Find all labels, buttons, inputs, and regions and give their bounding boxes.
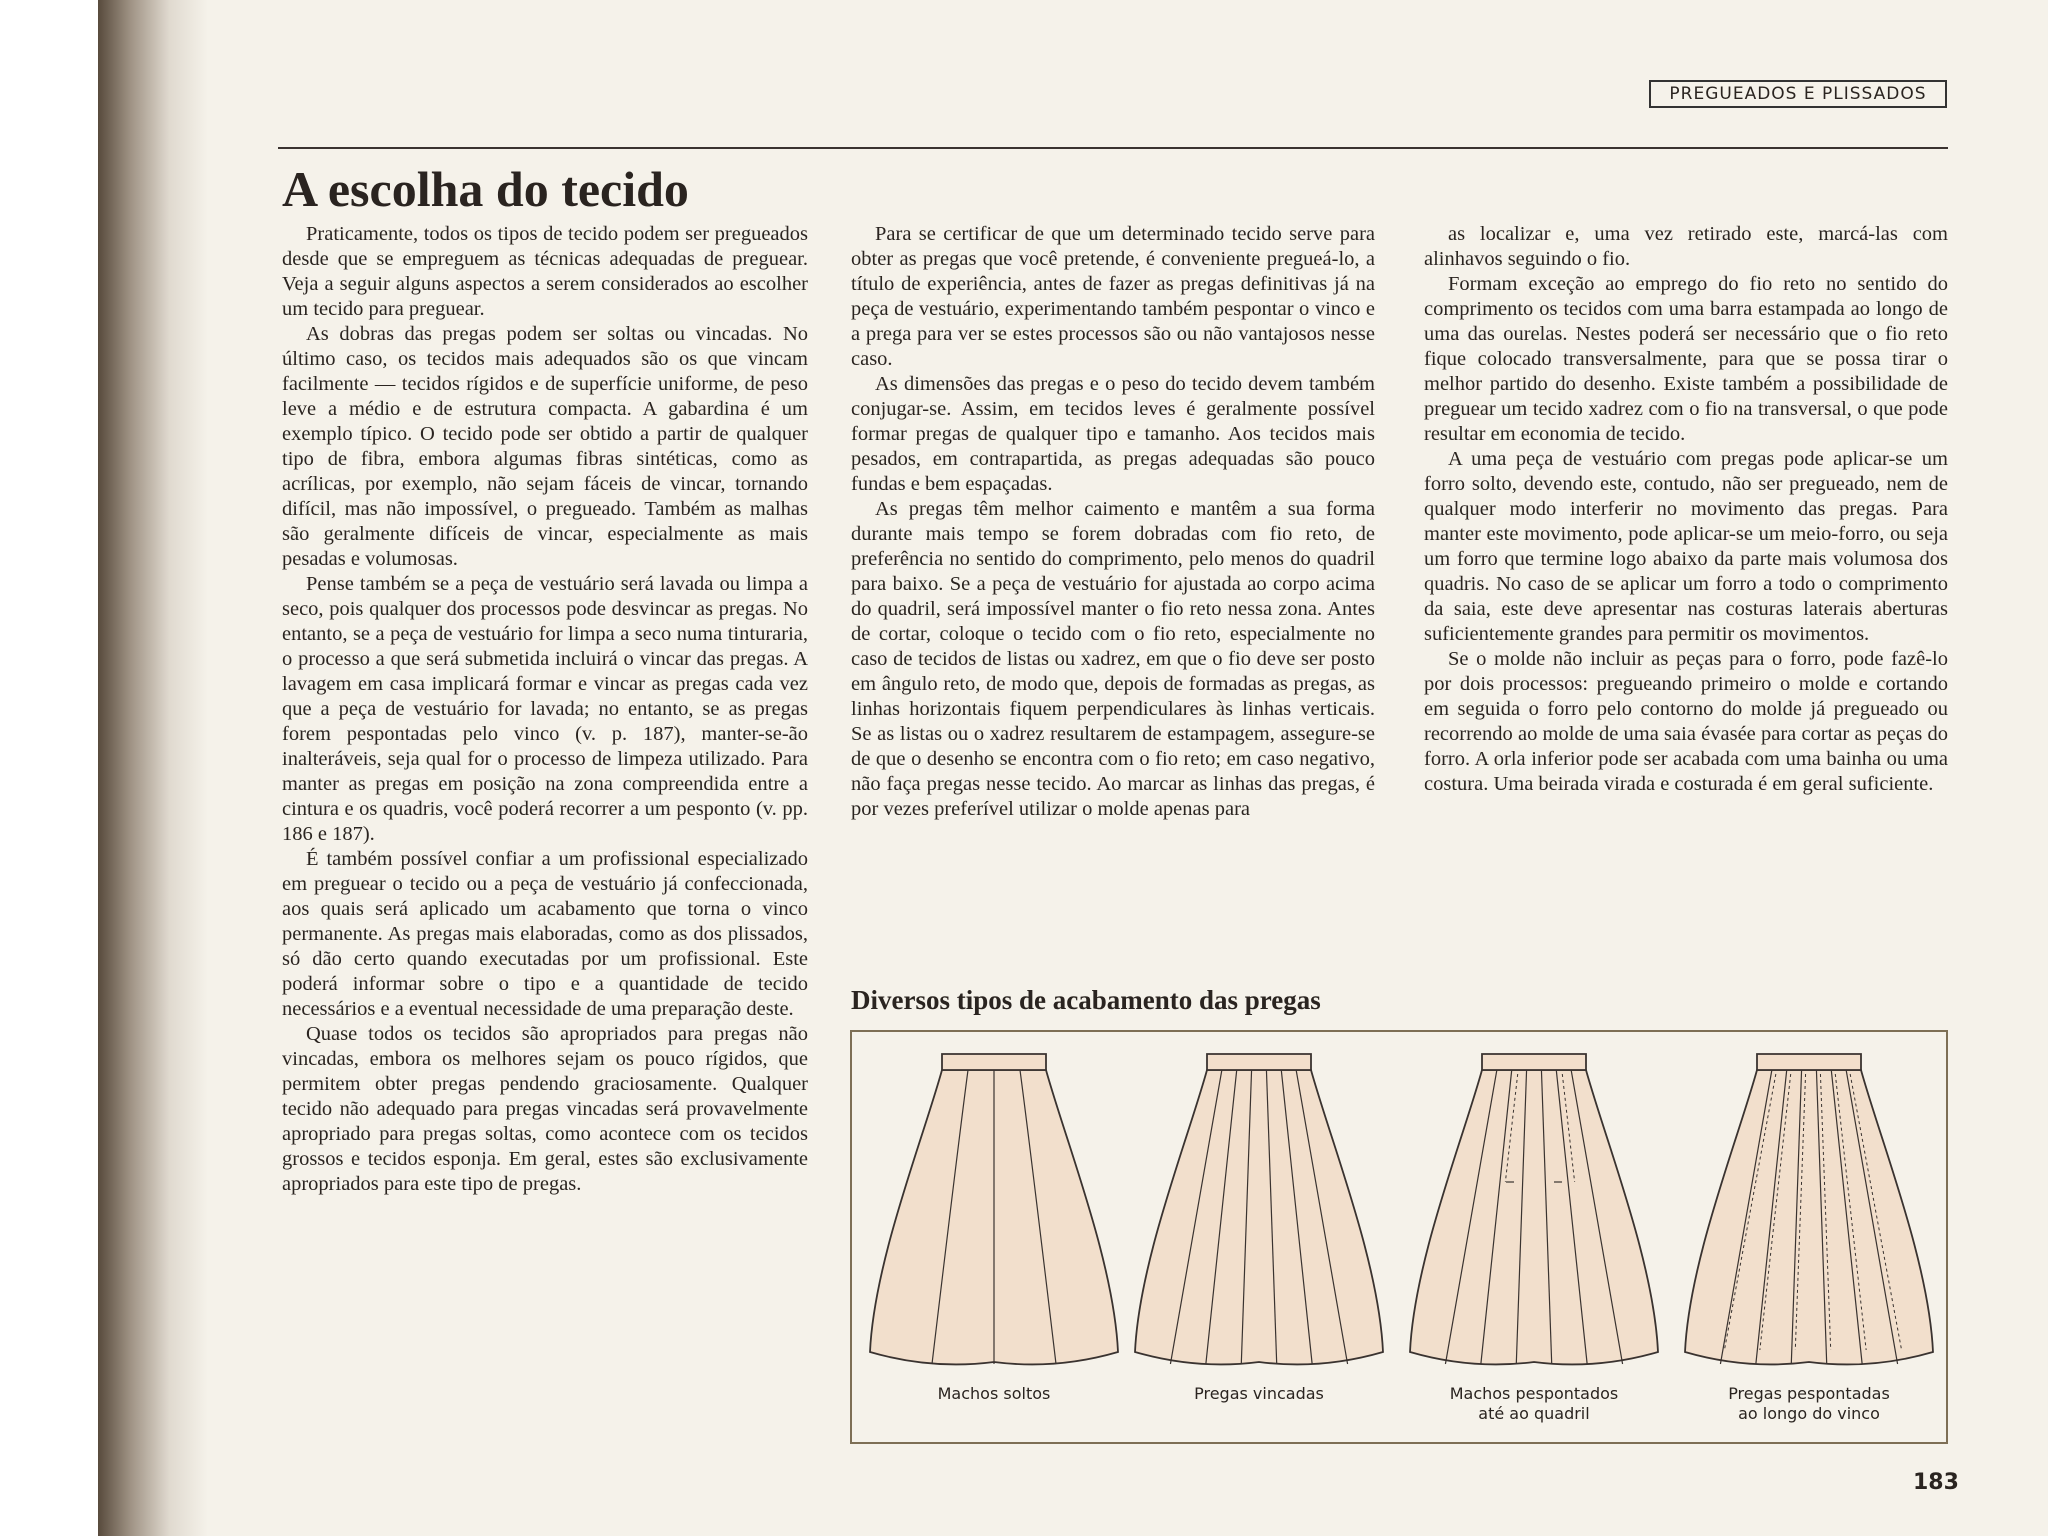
book-page: [98, 0, 2048, 1536]
paragraph: Se o molde não incluir as peças para o forro, pode fazê-lo por dois processos: pregueando primeiro o molde e cortando em seguida o forro pelo contorno do molde já pregueado ou recorrendo ao molde de uma saia évasée para cortar as peças do forro. A orla inferior pode ser acabada com uma bainha ou uma costura. Uma beirada virada e costurada é em geral suficiente.: [1424, 648, 1948, 795]
skirt-label-line1: Machos pespontados: [1449, 1384, 1619, 1403]
paragraph: Quase todos os tecidos são apropriados para pregas não vincadas, embora os melhores sejam os pouco rígidos, que permitem obter pregas pendendo graciosamente. Qualquer tecido não adequado para pregas vincadas será provavelmente apropriado para pregas soltas, como acontece com os tecidos grossos e tecidos esponja. Em geral, estes são exclusivamente apropriados para este tipo de pregas.: [282, 1023, 808, 1195]
paragraph: as localizar e, uma vez retirado este, marcá-las com alinhavos seguindo o fio.: [1424, 223, 1948, 270]
figure-box: [850, 1030, 1948, 1444]
page-number: 183: [1913, 1470, 1959, 1495]
skirt-label-line2: ao longo do vinco: [1738, 1404, 1880, 1423]
skirt-label-line2: até ao quadril: [1478, 1404, 1590, 1423]
paragraph: Formam exceção ao emprego do fio reto no sentido do comprimento os tecidos com uma barra estampada ao longo de uma das ourelas. Nestes poderá ser necessário que o fio reto fique colocado transversalmente, para que se possa tirar o melhor partido do desenho. Existe também a possibilidade de preguear um tecido xadrez com o fio na transversal, o que pode resultar em economia de tecido.: [1424, 273, 1948, 445]
skirt-waistband: [1482, 1054, 1586, 1070]
paragraph: As dimensões das pregas e o peso do tecido devem também conjugar-se. Assim, em tecidos leves é geralmente possível formar pregas de qualquer tipo e tamanho. Aos tecidos mais pesados, em contrapartida, as pregas adequadas são pouco fundas e bem espaçadas.: [851, 373, 1375, 495]
figure-caption: Diversos tipos de acabamento das pregas: [851, 985, 1321, 1015]
paragraph: É também possível confiar a um profissional especializado em preguear o tecido ou a peça de vestuário já confeccionada, aos quais será aplicado um acabamento que torna o vinco permanente. As pregas mais elaboradas, como as dos plissados, só dão certo quando executadas por um profissional. Este poderá informar sobre o tipo e a quantidade de tecido necessários e a eventual necessidade de uma preparação deste.: [282, 848, 808, 1020]
skirt-waistband: [1207, 1054, 1311, 1070]
skirt-waistband: [942, 1054, 1046, 1070]
header-rule: [278, 147, 1948, 149]
skirt-label-line1: Machos soltos: [937, 1384, 1051, 1403]
text-column-3: [1424, 222, 1948, 797]
skirt-body: [1410, 1070, 1658, 1364]
paragraph: A uma peça de vestuário com pregas pode aplicar-se um forro solto, devendo este, contudo, não ser pregueado, nem de qualquer modo interferir no movimento das pregas. Para manter este movimento, pode aplicar-se um meio-forro, ou seja um forro que termine logo abaixo da parte mais volumosa dos quadris. No caso de se aplicar um forro a todo o comprimento da saia, este deve apresentar nas costuras laterais aberturas suficientemente grandes para permitir os movimentos.: [1424, 448, 1948, 645]
section-tag: PREGUEADOS E PLISSADOS: [1649, 80, 1947, 108]
skirt-label: [1709, 1384, 1909, 1424]
paragraph: Para se certificar de que um determinado tecido serve para obter as pregas que você pretende, é conveniente pregueá-lo, a título de experiência, antes de fazer as pregas definitivas já na peça de vestuário, experimentando também pespontar o vinco e a prega para ver se estes processos são ou não vantajosos nesse caso.: [851, 223, 1375, 370]
skirt-label: [894, 1384, 1094, 1404]
skirt-label: [1159, 1384, 1359, 1404]
paragraph: As dobras das pregas podem ser soltas ou vincadas. No último caso, os tecidos mais adequados são os que vincam facilmente — tecidos rígidos e de superfície uniforme, de peso leve a médio e de estrutura compacta. A gabardina é um exemplo típico. O tecido pode ser obtido a partir de qualquer tipo de fibra, embora algumas fibras sintéticas, como as acrílicas, por exemplo, não sejam fáceis de vincar, tornando difícil, mas não impossível, o pregueado. Também as malhas são geralmente difíceis de vincar, especialmente as mais pesadas e volumosas.: [282, 323, 808, 570]
skirt-label: [1434, 1384, 1634, 1424]
paragraph: As pregas têm melhor caimento e mantêm a sua forma durante mais tempo se forem dobradas com fio reto, de preferência no sentido do comprimento, pelo menos do quadril para baixo. Se a peça de vestuário for ajustada ao corpo acima do quadril, será impossível manter o fio reto nessa zona. Antes de cortar, coloque o tecido com o fio reto, especialmente no caso de tecidos de listas ou xadrez, em que o fio deve ser posto em ângulo reto, de modo que, depois de formadas as pregas, as linhas horizontais fiquem perpendiculares às linhas verticais. Se as listas ou o xadrez resultarem de estampagem, assegure-se de que o desenho se encontra com o fio reto; em caso negativo, não faça pregas nesse tecido. Ao marcar as linhas das pregas, é por vezes preferível utilizar o molde apenas para: [851, 498, 1375, 820]
skirt-waistband: [1757, 1054, 1861, 1070]
skirt-body: [1685, 1070, 1933, 1364]
text-column-2: [851, 222, 1375, 822]
skirt-illustrations: [852, 1032, 1946, 1442]
paragraph: Pense também se a peça de vestuário será lavada ou limpa a seco, pois qualquer dos processos pode desvincar as pregas. No entanto, se a peça de vestuário for limpa a seco numa tinturaria, o processo a que será submetida incluirá o vincar das pregas. A lavagem em casa implicará formar e vincar as pregas cada vez que a peça de vestuário for lavada; no entanto, se as pregas forem pespontadas pelo vinco (v. p. 187), manter-se-ão inalteráveis, seja qual for o processo de limpeza utilizado. Para manter as pregas em posição na zona compreendida entre a cintura e os quadris, você poderá recorrer a um pesponto (v. pp. 186 e 187).: [282, 573, 808, 845]
skirt-label-line1: Pregas vincadas: [1194, 1384, 1324, 1403]
page-title: A escolha do tecido: [282, 161, 689, 217]
skirt-label-line1: Pregas pespontadas: [1728, 1384, 1890, 1403]
skirt-body: [1135, 1070, 1383, 1364]
text-column-1: [282, 222, 808, 1197]
paragraph: Praticamente, todos os tipos de tecido podem ser pregueados desde que se empreguem as técnicas adequadas de preguear. Veja a seguir alguns aspectos a serem considerados ao escolher um tecido para preguear.: [282, 223, 808, 320]
